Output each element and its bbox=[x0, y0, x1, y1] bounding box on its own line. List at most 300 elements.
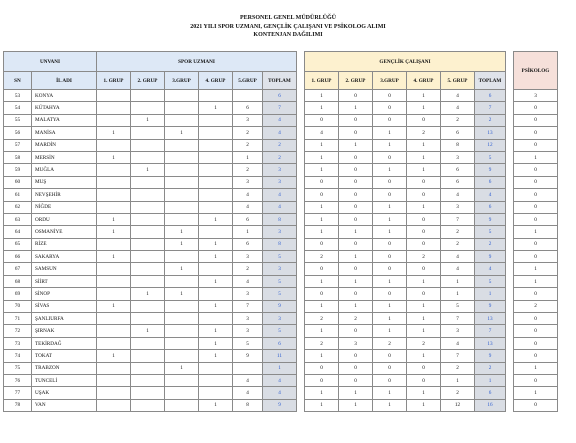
psikolog-cell: 0 bbox=[514, 374, 558, 386]
spor-grup-cell: 1 bbox=[165, 226, 199, 238]
genclik-grup-cell: 1 bbox=[407, 350, 441, 362]
sn-cell: 73 bbox=[4, 337, 32, 349]
genclik-grup-cell: 0 bbox=[407, 238, 441, 250]
il-adi-cell: TOKAT bbox=[32, 350, 97, 362]
table-row bbox=[4, 251, 558, 263]
spor-grup-cell bbox=[131, 387, 165, 399]
spor-grup-1-header: 1. GRUP bbox=[97, 72, 131, 90]
il-adi-header: İL ADI bbox=[32, 72, 97, 90]
genclik-grup-cell: 5 bbox=[441, 300, 475, 312]
genclik-toplam-cell: 5 bbox=[475, 226, 506, 238]
column-gap bbox=[297, 213, 305, 225]
spor-grup-cell bbox=[199, 362, 233, 374]
genclik-grup-cell: 0 bbox=[407, 213, 441, 225]
genclik-grup-cell: 0 bbox=[339, 362, 373, 374]
genclik-grup-cell: 1 bbox=[339, 102, 373, 114]
genclik-grup-cell: 0 bbox=[339, 238, 373, 250]
genclik-toplam-cell: 9 bbox=[475, 350, 506, 362]
spor-grup-cell: 1 bbox=[199, 213, 233, 225]
psikolog-cell: 0 bbox=[514, 313, 558, 325]
spor-grup-cell bbox=[131, 300, 165, 312]
genclik-grup-cell: 1 bbox=[339, 275, 373, 287]
table-row bbox=[4, 189, 558, 201]
genclik-grup-cell: 1 bbox=[305, 387, 339, 399]
genclik-toplam-cell: 1 bbox=[475, 374, 506, 386]
column-gap bbox=[297, 164, 305, 176]
spor-grup-cell: 1 bbox=[233, 226, 263, 238]
genclik-grup-1-header: 1. GRUP bbox=[305, 72, 339, 90]
spor-grup-cell: 1 bbox=[165, 127, 199, 139]
il-adi-cell: MERSİN bbox=[32, 151, 97, 163]
spor-toplam-cell: 6 bbox=[263, 337, 297, 349]
spor-grup-cell: 1 bbox=[165, 238, 199, 250]
spor-toplam-header: TOPLAM bbox=[263, 72, 297, 90]
genclik-grup-4-header: 4. GRUP bbox=[407, 72, 441, 90]
spor-grup-cell: 1 bbox=[199, 251, 233, 263]
genclik-grup-cell: 2 bbox=[441, 238, 475, 250]
genclik-toplam-cell: 6 bbox=[475, 90, 506, 102]
genclik-grup-cell: 1 bbox=[373, 213, 407, 225]
sn-cell: 68 bbox=[4, 275, 32, 287]
genclik-grup-cell: 2 bbox=[441, 362, 475, 374]
table-header-groups bbox=[4, 52, 558, 72]
spor-grup-cell: 5 bbox=[233, 337, 263, 349]
spor-grup-cell: 6 bbox=[233, 102, 263, 114]
genclik-grup-cell: 0 bbox=[407, 176, 441, 188]
genclik-grup-cell: 1 bbox=[305, 102, 339, 114]
genclik-grup-cell: 1 bbox=[339, 387, 373, 399]
genclik-toplam-cell: 13 bbox=[475, 313, 506, 325]
spor-grup-cell bbox=[199, 189, 233, 201]
allocation-table bbox=[3, 51, 558, 412]
spor-toplam-cell: 3 bbox=[263, 226, 297, 238]
genclik-grup-cell: 1 bbox=[305, 275, 339, 287]
table-row bbox=[4, 151, 558, 163]
spor-toplam-cell: 11 bbox=[263, 350, 297, 362]
genclik-grup-cell: 0 bbox=[407, 374, 441, 386]
spor-grup-cell bbox=[131, 275, 165, 287]
spor-toplam-cell: 8 bbox=[263, 213, 297, 225]
il-adi-cell: NEVŞEHİR bbox=[32, 189, 97, 201]
table-row bbox=[4, 399, 558, 411]
spor-grup-cell bbox=[165, 90, 199, 102]
spor-grup-cell bbox=[165, 251, 199, 263]
sn-cell: 77 bbox=[4, 387, 32, 399]
sn-cell: 70 bbox=[4, 300, 32, 312]
genclik-grup-cell: 1 bbox=[407, 313, 441, 325]
genclik-grup-cell: 1 bbox=[407, 275, 441, 287]
genclik-grup-cell: 0 bbox=[305, 263, 339, 275]
spor-grup-cell bbox=[97, 387, 131, 399]
spor-grup-cell: 1 bbox=[199, 238, 233, 250]
spor-grup-cell bbox=[165, 387, 199, 399]
il-adi-cell: KONYA bbox=[32, 90, 97, 102]
genclik-grup-cell: 3 bbox=[441, 151, 475, 163]
column-gap bbox=[506, 300, 514, 312]
spor-toplam-cell: 5 bbox=[263, 288, 297, 300]
genclik-grup-cell: 1 bbox=[373, 201, 407, 213]
psikolog-cell: 1 bbox=[514, 151, 558, 163]
table-row bbox=[4, 325, 558, 337]
spor-grup-cell bbox=[97, 164, 131, 176]
il-adi-cell: TEKİRDAĞ bbox=[32, 337, 97, 349]
spor-grup-cell: 1 bbox=[97, 151, 131, 163]
column-gap bbox=[297, 114, 305, 126]
spor-toplam-cell: 5 bbox=[263, 275, 297, 287]
table-row bbox=[4, 201, 558, 213]
genclik-grup-cell: 1 bbox=[373, 313, 407, 325]
genclik-grup-cell: 3 bbox=[441, 325, 475, 337]
genclik-grup-cell: 4 bbox=[441, 90, 475, 102]
genclik-grup-cell: 0 bbox=[373, 90, 407, 102]
column-gap bbox=[506, 251, 514, 263]
spor-grup-cell bbox=[165, 189, 199, 201]
genclik-grup-cell: 1 bbox=[407, 325, 441, 337]
spor-grup-cell: 1 bbox=[199, 325, 233, 337]
genclik-grup-cell: 1 bbox=[305, 325, 339, 337]
spor-toplam-cell: 3 bbox=[263, 313, 297, 325]
spor-grup-cell bbox=[97, 102, 131, 114]
il-adi-cell: NİĞDE bbox=[32, 201, 97, 213]
genclik-grup-cell: 1 bbox=[305, 90, 339, 102]
sn-cell: 76 bbox=[4, 374, 32, 386]
il-adi-cell: VAN bbox=[32, 399, 97, 411]
genclik-grup-cell: 0 bbox=[373, 102, 407, 114]
spor-grup-cell bbox=[97, 313, 131, 325]
il-adi-cell: TRABZON bbox=[32, 362, 97, 374]
column-gap bbox=[506, 52, 514, 90]
genclik-grup-cell: 0 bbox=[407, 288, 441, 300]
spor-grup-cell: 3 bbox=[233, 176, 263, 188]
genclik-grup-cell: 1 bbox=[305, 300, 339, 312]
document-header bbox=[0, 14, 576, 40]
spor-grup-cell bbox=[165, 374, 199, 386]
genclik-toplam-cell: 9 bbox=[475, 300, 506, 312]
genclik-grup-cell: 1 bbox=[339, 251, 373, 263]
spor-toplam-cell: 4 bbox=[263, 374, 297, 386]
spor-grup-cell bbox=[131, 201, 165, 213]
spor-grup-cell bbox=[131, 226, 165, 238]
genclik-grup-cell: 1 bbox=[373, 139, 407, 151]
table-row bbox=[4, 226, 558, 238]
column-gap bbox=[297, 362, 305, 374]
genclik-grup-cell: 1 bbox=[441, 275, 475, 287]
il-adi-cell: SİİRT bbox=[32, 275, 97, 287]
genclik-grup-cell: 4 bbox=[441, 102, 475, 114]
spor-grup-cell bbox=[131, 251, 165, 263]
spor-grup-cell bbox=[131, 127, 165, 139]
genclik-grup-cell: 0 bbox=[339, 201, 373, 213]
genclik-grup-cell: 2 bbox=[441, 387, 475, 399]
sn-cell: 54 bbox=[4, 102, 32, 114]
spor-toplam-cell: 9 bbox=[263, 399, 297, 411]
spor-grup-cell bbox=[97, 238, 131, 250]
genclik-toplam-cell: 2 bbox=[475, 238, 506, 250]
genclik-grup-cell: 1 bbox=[441, 374, 475, 386]
il-adi-cell: SAKARYA bbox=[32, 251, 97, 263]
sn-cell: 57 bbox=[4, 139, 32, 151]
spor-grup-cell bbox=[165, 313, 199, 325]
spor-grup-4-header: 4. GRUP bbox=[199, 72, 233, 90]
genclik-grup-cell: 3 bbox=[441, 201, 475, 213]
genclik-grup-cell: 1 bbox=[407, 151, 441, 163]
spor-grup-cell bbox=[97, 201, 131, 213]
spor-grup-cell bbox=[199, 176, 233, 188]
genclik-grup-cell: 8 bbox=[441, 139, 475, 151]
spor-grup-cell: 7 bbox=[233, 300, 263, 312]
genclik-grup-cell: 1 bbox=[407, 300, 441, 312]
table-row bbox=[4, 387, 558, 399]
column-gap bbox=[506, 387, 514, 399]
spor-grup-cell: 4 bbox=[233, 201, 263, 213]
column-gap bbox=[506, 139, 514, 151]
psikolog-cell: 3 bbox=[514, 90, 558, 102]
table-row bbox=[4, 288, 558, 300]
header-line-3: KONTENJAN DAĞILIMI bbox=[253, 32, 323, 38]
spor-grup-cell bbox=[97, 337, 131, 349]
spor-grup-cell bbox=[165, 399, 199, 411]
genclik-grup-cell: 0 bbox=[305, 176, 339, 188]
header-line-1: PERSONEL GENEL MÜDÜRLÜĞÜ bbox=[239, 15, 336, 21]
genclik-grup-cell: 6 bbox=[441, 127, 475, 139]
spor-grup-cell: 3 bbox=[233, 114, 263, 126]
genclik-grup-cell: 1 bbox=[407, 102, 441, 114]
il-adi-cell: ŞANLIURFA bbox=[32, 313, 97, 325]
spor-grup-cell bbox=[131, 374, 165, 386]
il-adi-cell: TUNCELİ bbox=[32, 374, 97, 386]
genclik-grup-cell: 1 bbox=[407, 139, 441, 151]
spor-grup-cell bbox=[199, 139, 233, 151]
spor-grup-cell bbox=[165, 102, 199, 114]
genclik-grup-cell: 7 bbox=[441, 313, 475, 325]
genclik-grup-cell: 1 bbox=[407, 90, 441, 102]
table-row bbox=[4, 300, 558, 312]
psikolog-header: PSİKOLOG bbox=[514, 52, 558, 90]
spor-toplam-cell: 3 bbox=[263, 263, 297, 275]
genclik-grup-cell: 0 bbox=[305, 189, 339, 201]
column-gap bbox=[506, 374, 514, 386]
sn-cell: 53 bbox=[4, 90, 32, 102]
spor-grup-cell bbox=[199, 151, 233, 163]
psikolog-cell: 0 bbox=[514, 337, 558, 349]
spor-grup-cell: 1 bbox=[165, 263, 199, 275]
column-gap bbox=[506, 114, 514, 126]
genclik-grup-cell: 4 bbox=[441, 263, 475, 275]
genclik-grup-cell: 1 bbox=[373, 127, 407, 139]
column-gap bbox=[506, 226, 514, 238]
psikolog-cell: 1 bbox=[514, 275, 558, 287]
spor-grup-cell: 1 bbox=[165, 362, 199, 374]
spor-grup-cell bbox=[131, 399, 165, 411]
spor-grup-cell bbox=[131, 313, 165, 325]
genclik-grup-cell: 0 bbox=[339, 90, 373, 102]
genclik-grup-cell: 1 bbox=[373, 164, 407, 176]
spor-grup-cell: 2 bbox=[233, 263, 263, 275]
spor-grup-cell: 8 bbox=[233, 399, 263, 411]
spor-grup-cell: 2 bbox=[233, 139, 263, 151]
psikolog-cell: 2 bbox=[514, 300, 558, 312]
spor-grup-cell bbox=[97, 374, 131, 386]
spor-grup-cell: 3 bbox=[233, 313, 263, 325]
genclik-toplam-cell: 2 bbox=[475, 362, 506, 374]
genclik-toplam-cell: 9 bbox=[475, 251, 506, 263]
spor-grup-cell bbox=[165, 337, 199, 349]
il-adi-cell: RİZE bbox=[32, 238, 97, 250]
genclik-grup-cell: 1 bbox=[305, 151, 339, 163]
sn-cell: 72 bbox=[4, 325, 32, 337]
spor-grup-cell bbox=[131, 90, 165, 102]
il-adi-cell: MUŞ bbox=[32, 176, 97, 188]
genclik-toplam-cell: 4 bbox=[475, 263, 506, 275]
genclik-grup-cell: 7 bbox=[441, 350, 475, 362]
column-gap bbox=[506, 90, 514, 102]
genclik-toplam-cell: 2 bbox=[475, 114, 506, 126]
column-gap bbox=[506, 313, 514, 325]
spor-grup-cell bbox=[97, 288, 131, 300]
genclik-grup-cell: 4 bbox=[441, 337, 475, 349]
spor-grup-cell bbox=[131, 139, 165, 151]
spor-grup-cell: 1 bbox=[131, 164, 165, 176]
spor-grup-cell bbox=[199, 263, 233, 275]
psikolog-cell: 0 bbox=[514, 164, 558, 176]
table-row bbox=[4, 139, 558, 151]
column-gap bbox=[506, 213, 514, 225]
spor-grup-cell: 1 bbox=[233, 151, 263, 163]
il-adi-cell: MARDİN bbox=[32, 139, 97, 151]
genclik-grup-cell: 1 bbox=[305, 213, 339, 225]
column-gap bbox=[297, 288, 305, 300]
spor-uzmani-group-header: SPOR UZMANI bbox=[97, 52, 297, 72]
column-gap bbox=[506, 164, 514, 176]
sn-header: SN bbox=[4, 72, 32, 90]
sn-cell: 63 bbox=[4, 213, 32, 225]
spor-grup-cell: 1 bbox=[97, 350, 131, 362]
column-gap bbox=[297, 127, 305, 139]
sn-cell: 78 bbox=[4, 399, 32, 411]
spor-grup-cell bbox=[165, 151, 199, 163]
sn-cell: 60 bbox=[4, 176, 32, 188]
column-gap bbox=[506, 362, 514, 374]
genclik-grup-cell: 0 bbox=[305, 288, 339, 300]
column-gap bbox=[506, 263, 514, 275]
sn-cell: 55 bbox=[4, 114, 32, 126]
spor-grup-cell bbox=[165, 300, 199, 312]
unvani-header: UNVANI bbox=[4, 52, 97, 72]
column-gap bbox=[297, 399, 305, 411]
psikolog-cell: 0 bbox=[514, 251, 558, 263]
spor-toplam-cell: 4 bbox=[263, 201, 297, 213]
genclik-grup-cell: 0 bbox=[373, 189, 407, 201]
header-line-2: 2021 YILI SPOR UZMANI, GENÇLİK ÇALIŞANI VE PSİKOLOG ALIMI bbox=[190, 23, 386, 30]
genclik-grup-cell: 0 bbox=[339, 189, 373, 201]
spor-toplam-cell: 2 bbox=[263, 151, 297, 163]
genclik-grup-cell: 0 bbox=[373, 374, 407, 386]
sn-cell: 71 bbox=[4, 313, 32, 325]
psikolog-cell: 0 bbox=[514, 238, 558, 250]
column-gap bbox=[506, 325, 514, 337]
genclik-grup-cell: 1 bbox=[407, 201, 441, 213]
genclik-grup-cell: 0 bbox=[373, 176, 407, 188]
il-adi-cell: SİVAS bbox=[32, 300, 97, 312]
genclik-grup-5-header: 5. GRUP bbox=[441, 72, 475, 90]
psikolog-cell: 1 bbox=[514, 263, 558, 275]
genclik-toplam-cell: 12 bbox=[475, 139, 506, 151]
genclik-grup-cell: 1 bbox=[339, 300, 373, 312]
spor-grup-cell bbox=[165, 139, 199, 151]
sn-cell: 58 bbox=[4, 151, 32, 163]
column-gap bbox=[297, 251, 305, 263]
spor-grup-cell bbox=[97, 176, 131, 188]
psikolog-cell: 0 bbox=[514, 201, 558, 213]
column-gap bbox=[297, 201, 305, 213]
psikolog-cell: 0 bbox=[514, 189, 558, 201]
genclik-grup-cell: 2 bbox=[373, 337, 407, 349]
spor-toplam-cell: 4 bbox=[263, 387, 297, 399]
sn-cell: 75 bbox=[4, 362, 32, 374]
spor-grup-cell bbox=[199, 313, 233, 325]
sn-cell: 59 bbox=[4, 164, 32, 176]
spor-toplam-cell: 2 bbox=[263, 139, 297, 151]
spor-toplam-cell: 4 bbox=[263, 114, 297, 126]
genclik-grup-cell: 1 bbox=[339, 399, 373, 411]
column-gap bbox=[297, 102, 305, 114]
column-gap bbox=[297, 263, 305, 275]
spor-grup-cell bbox=[165, 350, 199, 362]
column-gap bbox=[297, 151, 305, 163]
spor-grup-cell: 1 bbox=[131, 114, 165, 126]
genclik-grup-cell: 0 bbox=[305, 114, 339, 126]
genclik-toplam-cell: 6 bbox=[475, 387, 506, 399]
spor-grup-cell bbox=[131, 238, 165, 250]
table-row bbox=[4, 176, 558, 188]
spor-grup-cell bbox=[165, 213, 199, 225]
column-gap bbox=[297, 189, 305, 201]
il-adi-cell: OSMANİYE bbox=[32, 226, 97, 238]
spor-grup-cell bbox=[131, 337, 165, 349]
spor-grup-cell: 4 bbox=[233, 374, 263, 386]
spor-grup-cell bbox=[233, 90, 263, 102]
spor-grup-cell bbox=[97, 139, 131, 151]
genclik-grup-cell: 0 bbox=[407, 362, 441, 374]
spor-grup-cell bbox=[97, 362, 131, 374]
genclik-grup-cell: 1 bbox=[373, 275, 407, 287]
table-row bbox=[4, 164, 558, 176]
sn-cell: 66 bbox=[4, 251, 32, 263]
spor-grup-cell bbox=[131, 102, 165, 114]
spor-grup-2-header: 2. GRUP bbox=[131, 72, 165, 90]
table-row bbox=[4, 337, 558, 349]
genclik-grup-cell: 1 bbox=[373, 325, 407, 337]
genclik-grup-cell: 0 bbox=[373, 238, 407, 250]
spor-toplam-cell: 1 bbox=[263, 362, 297, 374]
genclik-grup-cell: 0 bbox=[373, 251, 407, 263]
genclik-toplam-cell: 5 bbox=[475, 151, 506, 163]
genclik-grup-cell: 0 bbox=[339, 164, 373, 176]
genclik-grup-cell: 3 bbox=[339, 337, 373, 349]
column-gap bbox=[297, 350, 305, 362]
column-gap bbox=[506, 201, 514, 213]
table-row bbox=[4, 362, 558, 374]
genclik-grup-cell: 1 bbox=[441, 288, 475, 300]
spor-grup-cell: 3 bbox=[233, 251, 263, 263]
genclik-grup-cell: 4 bbox=[441, 251, 475, 263]
il-adi-cell: ŞIRNAK bbox=[32, 325, 97, 337]
column-gap bbox=[297, 387, 305, 399]
genclik-grup-cell: 1 bbox=[373, 387, 407, 399]
genclik-grup-cell: 0 bbox=[373, 151, 407, 163]
genclik-toplam-cell: 13 bbox=[475, 337, 506, 349]
sn-cell: 69 bbox=[4, 288, 32, 300]
